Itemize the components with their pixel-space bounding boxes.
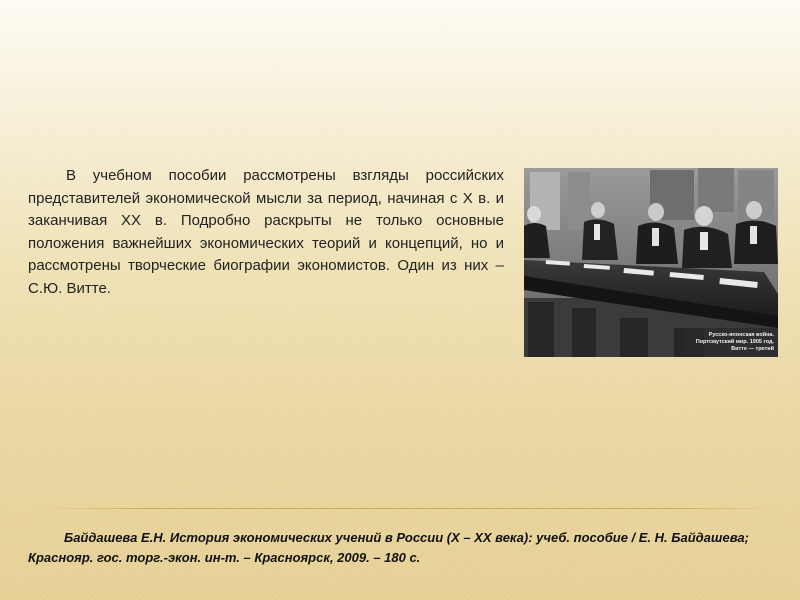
divider-line [40, 508, 780, 509]
body-text: В учебном пособии рассмотрены взгляды российских представителей экономической мысли за период, начиная с X в. и заканчивая XX в. Подробно раскрыты не только основные положения важнейших экономических теорий и концепций, но и рассмотрены творческие биографии экономистов. Один из них – С.Ю. Витте. [28, 167, 504, 297]
photo-caption: Русско-японская война. Портсмутский мир. 1905 год. Витте — третий [695, 332, 774, 352]
citation: Байдашева Е.Н. История экономических учений в России (X – XX века): учеб. пособие / Е. Н. Байдашева; Краснояр. гос. торг.-экон. ин-т. – Красноярск, 2009. – 180 с. [28, 530, 749, 565]
meeting-photo-illustration [524, 168, 778, 357]
historical-photo [524, 168, 778, 357]
